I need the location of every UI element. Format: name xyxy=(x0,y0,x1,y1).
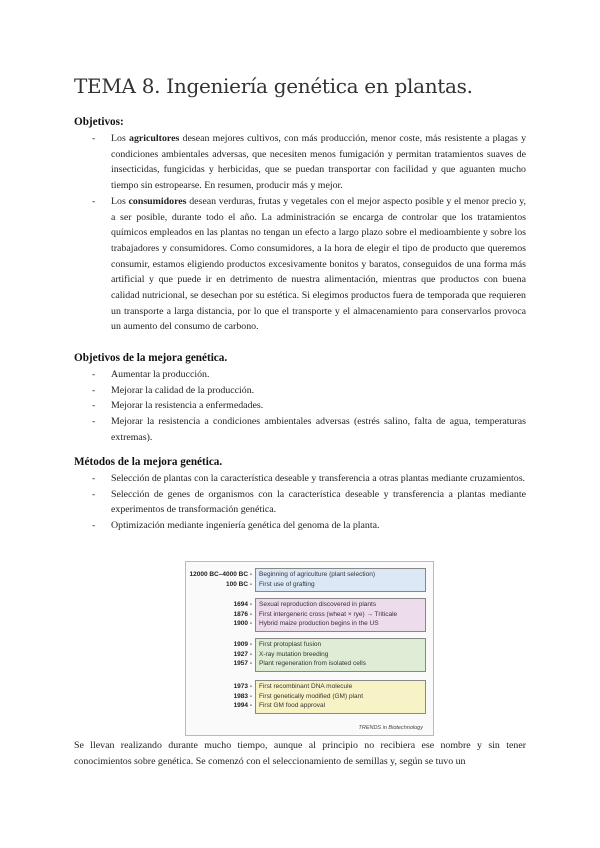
timeline-date: 1973 - xyxy=(233,683,252,690)
timeline-date: 1876 - xyxy=(233,610,252,618)
timeline-event: First intergeneric cross (wheat × rye) → Triticale xyxy=(259,610,398,618)
timeline-events-box xyxy=(255,568,426,592)
item-prefix: Los xyxy=(111,195,129,207)
timeline-dates xyxy=(188,600,252,629)
list-item-text: Mejorar la calidad de la producción. xyxy=(111,384,255,396)
timeline-event: Sexual reproduction discovered in plants xyxy=(259,601,377,608)
timeline-event: First genetically modified (GM) plant xyxy=(259,692,364,700)
list-item-text: Selección de plantas con la característica deseable y transferencia a otras plantas mediante cruzamientos. xyxy=(111,473,526,484)
list-item: - Los agricultores desean mejores cultivos, con más producción, menor coste, más resistente a plagas y condiciones ambientales adversas, que necesiten menos fumigación y permitan tratamientos suaves de insecticidas, fungicidas y herbicidas, que se puedan transportar con facilidad y que aguanten mucho tiempo sin estropearse. En resumen, producir más y mejor. xyxy=(92,133,527,192)
timeline-date: 1957 - xyxy=(233,660,252,667)
item-text: desean verduras, frutas y vegetales con el mejor aspecto posible y el menor precio y, a ser posible, durante todo el año. La administración se encarga de controlar que los tratamientos químicos empleados en las plantas no tengan un efecto a largo plazo sobre el medioambiente y sobre los trabajadores y consumidores. Como consumidores, a la hora de elegir el tipo de producto que queremos consumir, estamos eligiendo productos excesivamente bonitos y baratos, conseguidos de una forma más artificial y que puede ir en detrimento de nuestra alimentación, mientras que productos con buena calidad nutricional, se desechan por su estética. Si elegimos productos fuera de temporada que requieren un transporte a larga distancia, por lo que el transporte y el almacenamiento para conservarlos provoca un aumento del consumo de carbono. xyxy=(111,195,526,333)
list-item-text: Selección de genes de organismos con la característica deseable y transferencia a plantas mediante experimentos de transformación genética. xyxy=(111,488,526,516)
timeline-date: 1694 - xyxy=(233,601,252,608)
list-item: - Selección de genes de organismos con la característica deseable y transferencia a plantas mediante experimentos de transformación genética. xyxy=(92,488,526,516)
timeline-date: 1983 - xyxy=(233,692,252,700)
list-item-text: Mejorar la resistencia a enfermedades. xyxy=(111,400,264,412)
timeline-group xyxy=(188,680,429,714)
figure-credit: TRENDS in Biotechnology xyxy=(358,725,423,731)
objetivos-list xyxy=(74,131,526,335)
timeline-date: 12000 BC–4000 BC - xyxy=(189,571,252,578)
timeline-dates xyxy=(188,640,252,669)
plant-breeding-timeline-figure xyxy=(185,561,434,736)
timeline-date: 1994 - xyxy=(233,702,252,709)
timeline-events-box xyxy=(255,598,426,632)
timeline-event: First recombinant DNA molecule xyxy=(259,683,353,690)
timeline-events-box xyxy=(255,638,426,672)
list-item-text: Optimización mediante ingeniería genética del genoma de la planta. xyxy=(111,520,380,532)
list-item: - Selección de plantas con la característica deseable y transferencia a otras plantas mediante cruzamientos. xyxy=(92,473,526,484)
timeline-date: 100 BC - xyxy=(225,580,252,588)
metodos-list xyxy=(74,471,526,534)
item-text: desean mejores cultivos, con más producción, menor coste, más resistente a plagas y condiciones ambientales adversas, que necesiten menos fumigación y permitan tratamientos suaves de insecticidas, fungicidas y herbicidas, que se puedan transportar con facilidad y que aguanten mucho tiempo sin estropearse. En resumen, producir más y mejor. xyxy=(111,133,527,192)
timeline-dates xyxy=(188,570,252,589)
list-item-text: Aumentar la producción. xyxy=(111,369,210,380)
section-heading-mejora: Objetivos de la mejora genética. xyxy=(74,352,228,364)
list-item: - Mejorar la resistencia a enfermedades. xyxy=(92,400,264,412)
section-heading-objetivos: Objetivos: xyxy=(74,116,124,128)
item-bold-term: agricultores xyxy=(129,133,180,144)
item-prefix: Los xyxy=(111,133,130,144)
mejora-list xyxy=(74,367,526,446)
timeline-dates xyxy=(188,682,252,711)
section-heading-metodos: Métodos de la mejora genética. xyxy=(74,456,223,468)
timeline-group xyxy=(188,568,429,592)
list-item-text: Mejorar la resistencia a condiciones ambientales adversas (estrés salino, falta de agua, temperaturas extremas). xyxy=(111,416,526,443)
list-item: - Aumentar la producción. xyxy=(92,369,210,380)
timeline-event: Hybrid maize production begins in the US xyxy=(259,620,379,627)
timeline-group xyxy=(188,598,429,632)
timeline-events-box xyxy=(255,680,426,714)
timeline-date: 1927 - xyxy=(233,650,252,658)
timeline-event: First protoplast fusion xyxy=(259,641,322,648)
list-item: - Mejorar la resistencia a condiciones ambientales adversas (estrés salino, falta de agua, temperaturas extremas). xyxy=(92,416,526,443)
timeline-event: X-ray mutation breeding xyxy=(259,650,329,658)
timeline-event: First use of grafting xyxy=(259,580,315,588)
page-title: TEMA 8. Ingeniería genética en plantas. xyxy=(74,74,473,98)
list-item: - Mejorar la calidad de la producción. xyxy=(92,384,255,396)
timeline-date: 1900 - xyxy=(233,620,252,627)
timeline-event: First GM food approval xyxy=(259,702,326,709)
timeline-event: Beginning of agriculture (plant selection) xyxy=(259,571,375,578)
list-item: - Los consumidores desean verduras, frutas y vegetales con el mejor aspecto posible y el menor precio y, a ser posible, durante todo el año. La administración se encarga de controlar que los tratamientos químicos empleados en las plantas no tengan un efecto a largo plazo sobre el medioambiente y sobre los trabajadores y consumidores. Como consumidores, a la hora de elegir el tipo de producto que queremos consumir, estamos eligiendo productos excesivamente bonitos y baratos, conseguidos de una forma más artificial y que puede ir en detrimento de nuestra alimentación, mientras que productos con buena calidad nutricional, se desechan por su estética. Si elegimos productos fuera de temporada que requieren un transporte a larga distancia, por lo que el transporte y el almacenamiento para conservarlos provoca un aumento del consumo de carbono. xyxy=(92,195,526,333)
item-bold-term: consumidores xyxy=(128,195,187,207)
closing-paragraph: Se llevan realizando durante mucho tiempo, aunque al principio no recibiera ese nombre y sin tener conocimientos sobre genética. Se comenzó con el seleccionamiento de semillas y, según se tuvo un xyxy=(74,740,526,767)
timeline-date: 1909 - xyxy=(233,641,252,648)
timeline-group xyxy=(188,638,429,672)
timeline-event: Plant regeneration from isolated cells xyxy=(259,660,366,667)
list-item: - Optimización mediante ingeniería genética del genoma de la planta. xyxy=(92,520,380,532)
